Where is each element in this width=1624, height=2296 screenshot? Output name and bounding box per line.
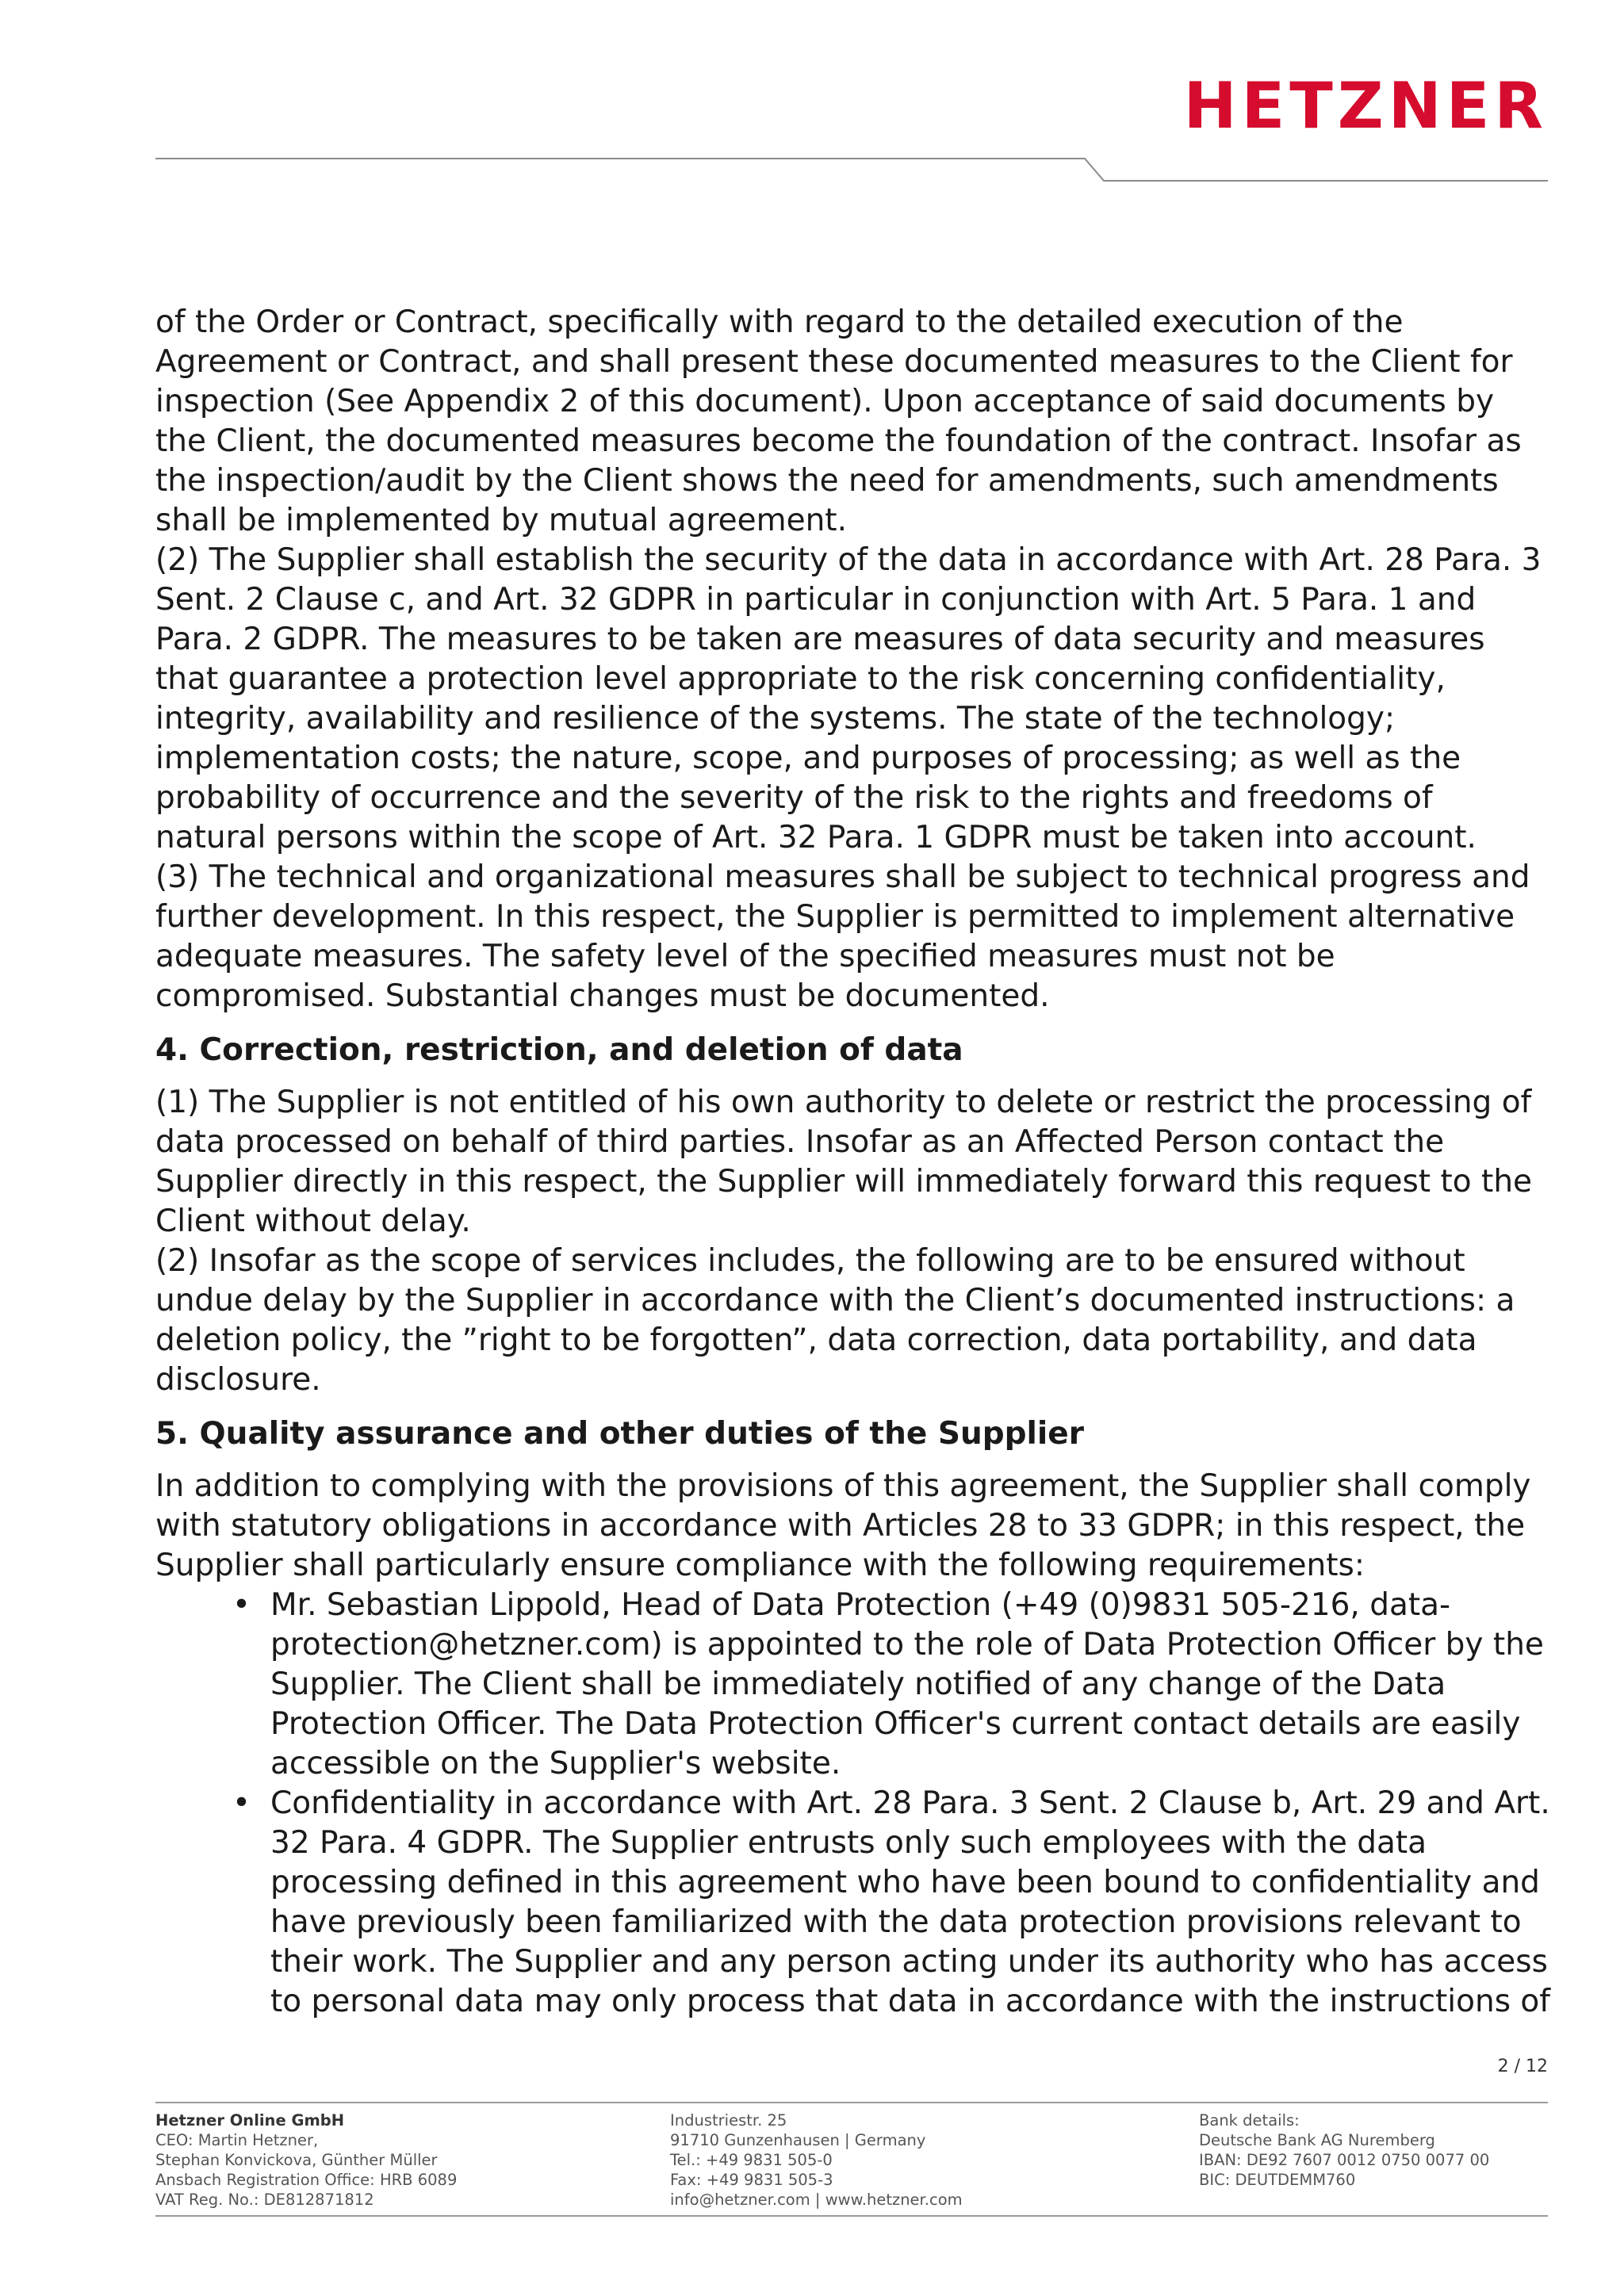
footer-divider-top (155, 2102, 1548, 2103)
footer-bank (1199, 2110, 1489, 2190)
section-4-paragraph-2: (2) Insofar as the scope of services includes, the following are to be ensured without undue delay by the Supplier in accordance with the Client’s documented instructions: a deletion policy, the ”right to be forgotten”, data correction, data portability, and data disclosure. (155, 1243, 1515, 1398)
footer-line: Deutsche Bank AG Nuremberg (1199, 2131, 1435, 2149)
section-5-intro: In addition to complying with the provisions of this agreement, the Supplier shall comply with statutory obligations in accordance with Articles 28 to 33 GDPR; in this respect, the Supplier shall particularly ensure compliance with the following requirements: (155, 1468, 1531, 1583)
list-item (232, 1586, 1551, 1784)
footer-line: Bank details: (1199, 2111, 1300, 2130)
footer-line: Stephan Konvickova, Günther Müller (155, 2151, 438, 2169)
footer-line: VAT Reg. No.: DE812871812 (155, 2191, 374, 2209)
footer-company (155, 2110, 457, 2210)
footer-line: 91710 Gunzenhausen | Germany (670, 2131, 926, 2149)
footer-line: Tel.: +49 9831 505-0 (670, 2151, 833, 2169)
section-5-heading: 5. Quality assurance and other duties of the Supplier (155, 1416, 1084, 1452)
bullet-icon: • (232, 1587, 251, 1623)
footer-line: IBAN: DE92 7607 0012 0750 0077 00 (1199, 2151, 1490, 2169)
document-body (155, 303, 1551, 2022)
section-4-heading: 4. Correction, restriction, and deletion of data (155, 1032, 963, 1068)
list-item-text: Confidentiality in accordance with Art. 28 Para. 3 Sent. 2 Clause b, Art. 29 and Art. 32 Para. 4 GDPR. The Supplier entrusts only such employees with the data processing defined in this agreement who have been bound to confidentiality and have previously been familiarized with the data protection provisions relevant to their work. The Supplier and any person acting under its authority who has access to personal data may only process that data in accordance with the instructions of (270, 1785, 1551, 2019)
paragraph-intro: of the Order or Contract, specifically with regard to the detailed execution of the Agreement or Contract, and shall present these documented measures to the Client for inspection (See Appendix 2 of this document). Upon acceptance of said documents by the Client, the documented measures become the foundation of the contract. Insofar as the inspection/audit by the Client shows the need for amendments, such amendments shall be implemented by mutual agreement. (155, 304, 1522, 538)
header-divider (0, 151, 1624, 190)
paragraph-3: (3) The technical and organizational measures shall be subject to technical progress and further development. In this respect, the Supplier is permitted to implement alternative adequate measures. The safety level of the specified measures must not be compromised. Substantial changes must be documented. (155, 859, 1530, 1014)
section-4-paragraph-1: (1) The Supplier is not entitled of his own authority to delete or restrict the processing of data processed on behalf of third parties. Insofar as an Affected Person contact the Supplier directly in this respect, the Supplier will immediately forward this request to the Client without delay. (155, 1085, 1533, 1239)
footer-line: Fax: +49 9831 505-3 (670, 2171, 833, 2189)
footer-divider-bottom (155, 2215, 1548, 2217)
list-item-text: Mr. Sebastian Lippold, Head of Data Protection (+49 (0)9831 505-216, data-protection@hetzner.com) is appointed to the role of Data Protection Officer by the Supplier. The Client shall be immediately notified of any change of the Data Protection Officer. The Data Protection Officer's current contact details are easily accessible on the Supplier's website. (270, 1587, 1544, 1781)
hetzner-logo: HETZNER (1183, 69, 1548, 143)
bullet-icon: • (232, 1785, 251, 1821)
footer-line: Industriestr. 25 (670, 2111, 787, 2130)
list-item (232, 1784, 1551, 2022)
footer-line: CEO: Martin Hetzner, (155, 2131, 319, 2149)
page-number: 2 / 12 (1497, 2057, 1548, 2076)
paragraph-2: (2) The Supplier shall establish the security of the data in accordance with Art. 28 Para. 3 Sent. 2 Clause c, and Art. 32 GDPR in particular in conjunction with Art. 5 Para. 1 and Para. 2 GDPR. The measures to be taken are measures of data security and measures that guarantee a protection level appropriate to the risk concerning confidentiality, integrity, availability and resilience of the systems. The state of the technology; implementation costs; the nature, scope, and purposes of processing; as well as the probability of occurrence and the severity of the risk to the rights and freedoms of natural persons within the scope of Art. 32 Para. 1 GDPR must be taken into account. (155, 542, 1542, 855)
requirements-list (155, 1586, 1551, 2022)
footer-line: BIC: DEUTDEMM760 (1199, 2171, 1356, 2189)
company-name: Hetzner Online GmbH (155, 2111, 345, 2130)
footer-line: Ansbach Registration Office: HRB 6089 (155, 2171, 458, 2189)
footer-contact-links[interactable]: info@hetzner.com | www.hetzner.com (670, 2191, 963, 2209)
footer-address (670, 2110, 963, 2210)
